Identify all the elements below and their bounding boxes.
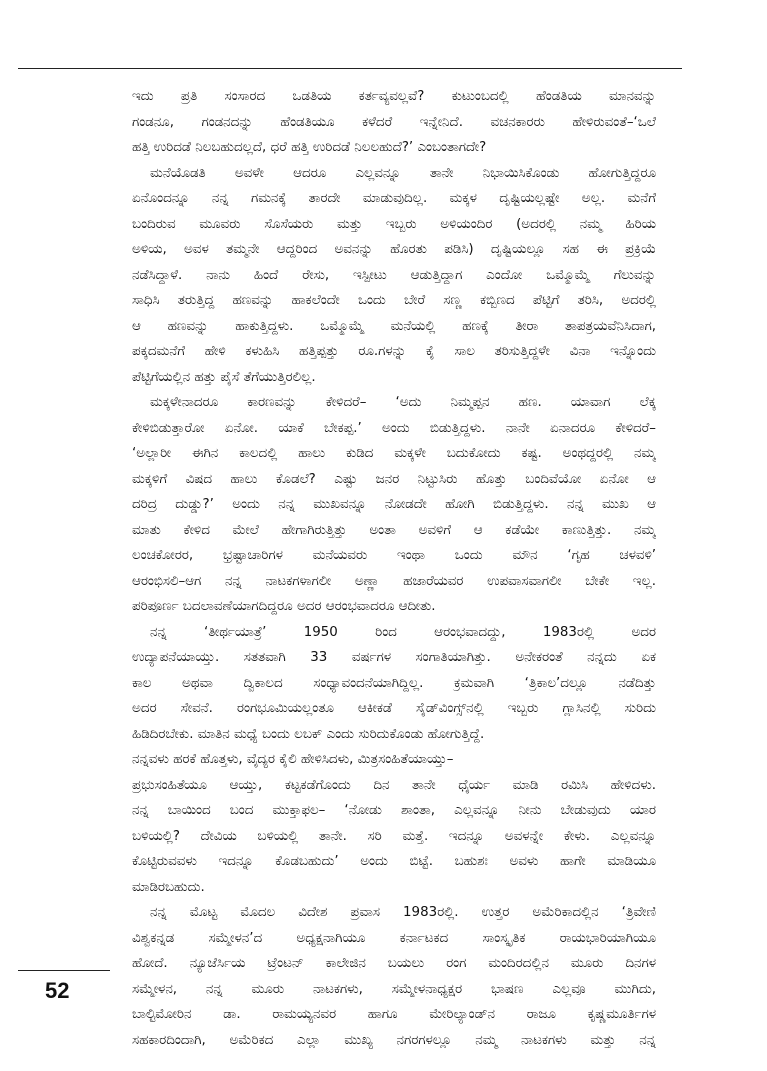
text-line: ನನ್ನವಳು ಹರಕೆ ಹೊತ್ತಳು, ವೈದ್ಯರ ಕೈಲಿ ಹೇಳಿಸಿದಳು, ಮಿತ್ರಸಂಹಿತೆಯಾಯ್ತು– xyxy=(132,752,454,767)
text-line: ಹೋದೆ. ನ್ಯೂಜೆರ್ಸಿಯ ಟ್ರೆಂಟನ್ ಕಾಲೇಜಿನ ಬಯಲು ರಂಗ ಮಂದಿರದಲ್ಲಿನ ಮೂರು ದಿನಗಳ xyxy=(132,956,656,971)
text-line: ಆರಂಭಿಸಲಿ–ಆಗ ನನ್ನ ನಾಟಕಗಳಾಗಲೀ ಅಣ್ಣಾ ಹಜಾರೆಯವರ ಉಪವಾಸವಾಗಲೀ ಬೇಕೇ ಇಲ್ಲ. xyxy=(132,573,656,589)
text-line: ನಡೆಸಿದ್ದಾಳೆ. ನಾನು ಹಿಂದೆ ರೇಸು, ಇಸ್ಪೀಟು ಆಡುತ್ತಿದ್ದಾಗ ಎಂದೋ ಒಮ್ಮೊಮ್ಮೆ ಗೆಲುವನ್ನು xyxy=(132,267,656,283)
text-line: ಅದರ ಸೇವನೆ. ರಂಗಭೂಮಿಯಲ್ಲಂತೂ ಆಕೀಕಡೆ ಸೈಡ್‌ವಿಂಗ್ಸ್‌ನಲ್ಲಿ ಇಬ್ಬರು ಗ್ಲಾಸಿನಲ್ಲಿ ಸುರಿದು xyxy=(132,701,656,716)
text-line: ಹತ್ತಿ ಉರಿದಡೆ ನಿಲಬಹುದಲ್ಲದೆ, ಧರೆ ಹತ್ತಿ ಉರಿದಡೆ ನಿಲಲಹುದೆ?’ ಎಂಬಂತಾಗದೇ? xyxy=(132,140,487,155)
text-line: ಗಂಡನೂ, ಗಂಡನದನ್ನು ಹೆಂಡತಿಯೂ ಕಳೆದರೆ ಇನ್ನೇನಿದೆ. ವಚನಕಾರರು ಹೇಳಿರುವಂತೆ–‘ಒಲೆ xyxy=(132,114,656,130)
text-line: ಮಾಡಿರಬಹುದು. xyxy=(132,879,205,895)
text-line: ಹಿಡಿದಿರಬೇಕು. ಮಾತಿನ ಮಧ್ಯೆ ಬಂದು ಲಬಕ್ ಎಂದು ಸುರಿದುಕೊಂಡು ಹೋಗುತ್ತಿದ್ದೆ. xyxy=(132,726,485,742)
text-line: ಬಳಿಯಲ್ಲಿ? ದೇವಿಯ ಬಳಿಯಲ್ಲಿ ತಾನೇ. ಸರಿ ಮತ್ತೆ. ಇದನ್ನೂ ಅವಳನ್ನೇ ಕೇಳು. ಎಲ್ಲವನ್ನೂ xyxy=(132,828,656,844)
text-line: ದರಿದ್ರ ದುಡ್ಡು?’ ಅಂದು ನನ್ನ ಮುಖವನ್ನೂ ನೋಡದೇ ಹೋಗಿ ಬಿಡುತ್ತಿದ್ದಳು. ನನ್ನ ಮುಖ ಆ xyxy=(132,497,656,512)
text-line: ಮನೆಯೊಡತಿ ಅವಳೇ ಆದರೂ ಎಲ್ಲವನ್ನೂ ತಾನೇ ನಿಭಾಯಿಸಿಕೊಂಡು ಹೋಗುತ್ತಿದ್ದರೂ xyxy=(150,165,656,181)
text-line: ಕೊಟ್ಟಿರುವವಳು ಇದನ್ನೂ ಕೊಡಬಹುದು’ ಅಂದು ಬಿಟ್ಟೆ. ಬಹುಶಃ ಅವಳು ಹಾಗೇ ಮಾಡಿಯೂ xyxy=(132,854,656,869)
text-line: ನನ್ನ ‘ತೀರ್ಥಯಾತ್ರೆ’ 1950 ರಿಂದ ಆರಂಭವಾದದ್ದು, 1983ರಲ್ಲಿ ಅದರ xyxy=(150,624,656,640)
footer-rule xyxy=(18,970,110,971)
text-line: ಮಕ್ಕಳೇನಾದರೂ ಕಾರಣವನ್ನು ಕೇಳಿದರೆ– ‘ಅದು ನಿಮ್ಮಪ್ಪನ ಹಣ. ಯಾವಾಗ ಲೆಕ್ಕ xyxy=(150,395,656,410)
text-line: ಮಾತು ಕೇಳಿದ ಮೇಲೆ ಹೇಗಾಗಿರುತ್ತಿತ್ತು ಅಂತಾ ಅವಳಿಗೆ ಆ ಕಡೆಯೇ ಕಾಣುತ್ತಿತ್ತು. ನಮ್ಮ xyxy=(132,522,656,538)
text-line: ಲಂಚಕೋರರ, ಭ್ರಷ್ಟಾಚಾರಿಗಳ ಮನೆಯವರು ಇಂಥಾ ಒಂದು ಮೌನ ‘ಗೃಹ ಚಳವಳಿ’ xyxy=(132,548,656,563)
text-line: ನನ್ನ ಬಾಯಿಂದ ಬಂದ ಮುಕ್ತಾಫಲ– ‘ನೋಡು ಶಾಂತಾ, ಎಲ್ಲವನ್ನೂ ನೀನು ಬೇಡುವುದು ಯಾರ xyxy=(132,803,656,818)
text-line: ‘ಅಲ್ಲಾರೀ ಈಗಿನ ಕಾಲದಲ್ಲಿ ಹಾಲು ಕುಡಿದ ಮಕ್ಕಳೇ ಬದುಕೋದು ಕಷ್ಟ. ಅಂಥದ್ದರಲ್ಲಿ ನಮ್ಮ xyxy=(132,446,656,461)
page-number: 52 xyxy=(45,978,70,1003)
text-line: ನನ್ನ ಮೊಟ್ಟ ಮೊದಲ ವಿದೇಶ ಪ್ರವಾಸ 1983ರಲ್ಲಿ. ಉತ್ತರ ಅಮೆರಿಕಾದಲ್ಲಿನ ‘ತ್ರಿವೇಣಿ xyxy=(150,905,656,920)
text-line: ಇದು ಪ್ರತಿ ಸಂಸಾರದ ಒಡತಿಯ ಕರ್ತವ್ಯವಲ್ಲವೆ? ಕುಟುಂಬದಲ್ಲಿ ಹೆಂಡತಿಯ ಮಾನವನ್ನು xyxy=(132,89,656,104)
text-line: ಉದ್ಯಾಪನೆಯಾಯ್ತು. ಸತತವಾಗಿ 33 ವರ್ಷಗಳ ಸಂಗಾತಿಯಾಗಿತ್ತು. ಅನೇಕರಂತೆ ನನ್ನದು ಏಕ xyxy=(132,650,656,665)
text-line: ಪಕ್ಕದಮನೆಗೆ ಹೇಳಿ ಕಳುಹಿಸಿ ಹತ್ತಿಪ್ಪತ್ತು ರೂ.ಗಳನ್ನು ಕೈ ಸಾಲ ತರಿಸುತ್ತಿದ್ದಳೇ ವಿನಾ ಇನ್ನೊಂದು xyxy=(132,344,656,359)
text-line: ಅಳಿಯ, ಅವಳ ತಮ್ಮನೇ ಆದ್ದರಿಂದ ಅವನನ್ನು ಹೊರತು ಪಡಿಸಿ) ದೃಷ್ಟಿಯಲ್ಲೂ ಸಹ ಈ ಪ್ರಕ್ರಿಯೆ xyxy=(132,242,656,257)
text-line: ಸಮ್ಮೇಳನ, ನನ್ನ ಮೂರು ನಾಟಕಗಳು, ಸಮ್ಮೇಳನಾಧ್ಯಕ್ಷರ ಭಾಷಣ ಎಲ್ಲವೂ ಮುಗಿದು, xyxy=(132,981,656,997)
text-line: ಪೆಟ್ಟಿಗೆಯಲ್ಲಿನ ಹತ್ತು ಪೈಸೆ ತೆಗೆಯುತ್ತಿರಲಿಲ್ಲ. xyxy=(132,369,316,385)
text-line: ಕೇಳಿಬಿಡುತ್ತಾರೋ ಏನೋ. ಯಾಕೆ ಬೇಕಪ್ಪ.’ ಅಂದು ಬಿಡುತ್ತಿದ್ದಳು. ನಾನೇ ಏನಾದರೂ ಕೇಳಿದರೆ– xyxy=(132,420,656,436)
text-line: ಕಾಲ ಅಥವಾ ದ್ವಿಕಾಲದ ಸಂಧ್ಯಾವಂದನೆಯಾಗಿದ್ದಿಲ್ಲ. ಕ್ರಮವಾಗಿ ‘ತ್ರಿಕಾಲ’ದಲ್ಲೂ ನಡೆದಿತ್ತು xyxy=(132,675,656,691)
text-line: ಬಾಲ್ಟಿಮೋರಿನ ಡಾ. ರಾಮಯ್ಯನವರ ಹಾಗೂ ಮೇರಿಲ್ಯಾಂಡ್‌ನ ರಾಜೂ ಕೃಷ್ಣಮೂರ್ತಿಗಳ xyxy=(132,1007,656,1022)
header-rule xyxy=(18,68,682,69)
text-line: ಪರಿಪೂರ್ಣ ಬದಲಾವಣೆಯಾಗದಿದ್ದರೂ ಅದರ ಆರಂಭವಾದರೂ ಆದೀತು. xyxy=(132,599,436,614)
text-line: ವಿಶ್ವಕನ್ನಡ ಸಮ್ಮೇಳನ’ದ ಅಧ್ಯಕ್ಷನಾಗಿಯೂ ಕರ್ನಾಟಕದ ಸಾಂಸ್ಕೃತಿಕ ರಾಯಭಾರಿಯಾಗಿಯೂ xyxy=(132,930,656,946)
body-text xyxy=(132,84,656,1053)
text-line: ಮಕ್ಕಳಿಗೆ ವಿಷದ ಹಾಲು ಕೊಡಲೆ? ಎಷ್ಟು ಜನರ ನಿಟ್ಟುಸಿರು ಹೊತ್ತು ಬಂದಿವೆಯೋ ಏನೋ ಆ xyxy=(132,471,656,487)
text-line: ಸಾಧಿಸಿ ತರುತ್ತಿದ್ದ ಹಣವನ್ನು ಹಾಕಲೆಂದೇ ಒಂದು ಬೇರೆ ಸಣ್ಣ ಕಬ್ಬಿಣದ ಪೆಟ್ಟಿಗೆ ತರಿಸಿ, ಅದರಲ್ಲಿ xyxy=(132,293,656,308)
text-line: ಏನೊಂದನ್ನೂ ನನ್ನ ಗಮನಕ್ಕೆ ತಾರದೇ ಮಾಡುವುದಿಲ್ಲ. ಮಕ್ಕಳ ದೃಷ್ಟಿಯಲ್ಲಷ್ಟೇ ಅಲ್ಲ. ಮನೆಗೆ xyxy=(132,191,656,206)
text-line: ಸಹಕಾರದಿಂದಾಗಿ, ಅಮೆರಿಕದ ಎಲ್ಲಾ ಮುಖ್ಯ ನಗರಗಳಲ್ಲೂ ನಮ್ಮ ನಾಟಕಗಳು ಮತ್ತು ನನ್ನ xyxy=(132,1032,656,1048)
text-line: ಬಂದಿರುವ ಮೂವರು ಸೊಸೆಯರು ಮತ್ತು ಇಬ್ಬರು ಅಳಿಯಂದಿರ (ಅದರಲ್ಲಿ ನಮ್ಮ ಹಿರಿಯ xyxy=(132,216,656,232)
text-line: ಪ್ರಭುಸಂಹಿತೆಯೂ ಆಯ್ತು, ಕಟ್ಟಕಡೆಗೊಂದು ದಿನ ತಾನೇ ಧೈರ್ಯ ಮಾಡಿ ರಮಿಸಿ ಹೇಳಿದಳು. xyxy=(132,777,656,793)
text-line: ಆ ಹಣವನ್ನು ಹಾಕುತ್ತಿದ್ದಳು. ಒಮ್ಮೊಮ್ಮೆ ಮನೆಯಲ್ಲಿ ಹಣಕ್ಕೆ ತೀರಾ ತಾಪತ್ರಯವೆನಿಸಿದಾಗ, xyxy=(132,318,656,334)
